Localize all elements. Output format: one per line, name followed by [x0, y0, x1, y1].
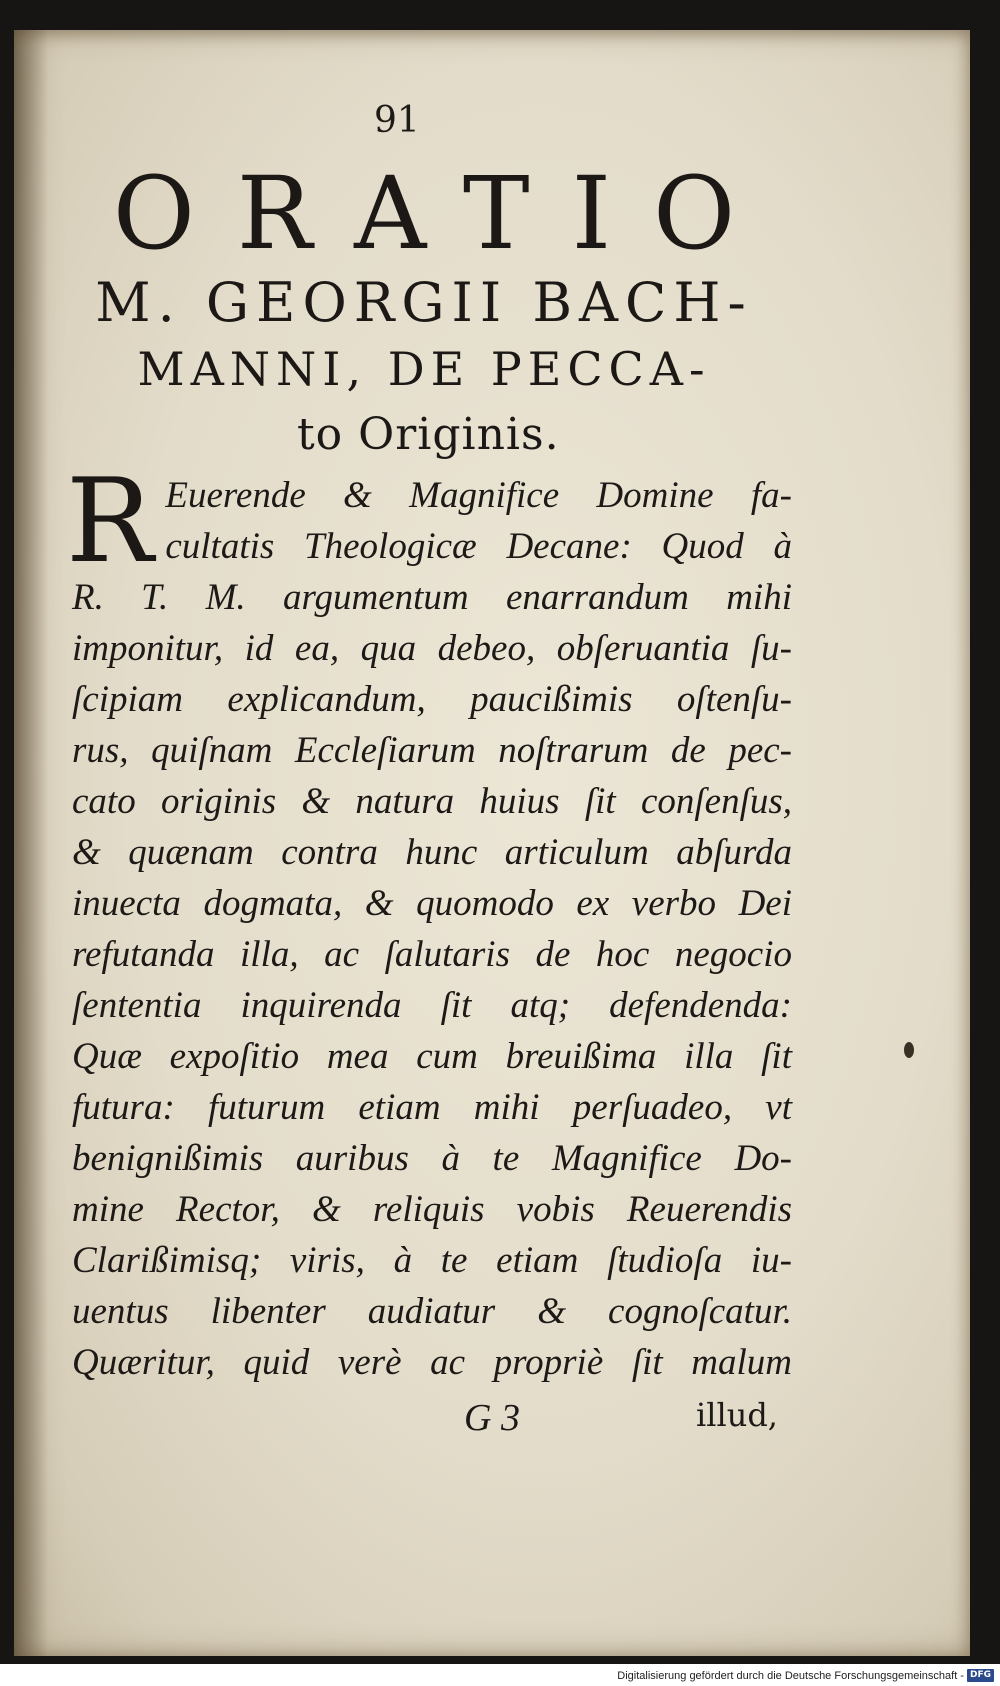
body-line: mine Rector, & reliquis vobis Reuerendis	[72, 1189, 792, 1230]
body-line: R. T. M. argumentum enarrandum mihi	[72, 577, 792, 618]
body-line: cato originis & natura huius ſit conſenſus,	[72, 781, 792, 822]
title-block	[44, 155, 804, 468]
body-text	[66, 454, 792, 1388]
catchword: illud,	[696, 1396, 778, 1434]
digitization-credit	[617, 1669, 994, 1682]
body-line: ſententia inquirenda ſit atq; defendenda:	[72, 985, 792, 1026]
body-line: inuecta dogmata, & quomodo ex verbo Dei	[72, 883, 792, 924]
signature-mark: G 3	[464, 1397, 520, 1439]
drop-cap: R	[66, 454, 154, 589]
ink-spot	[904, 1042, 914, 1058]
body-line: & quænam contra hunc articulum abſurda	[72, 832, 792, 873]
body-line: benignißimis auribus à te Magnifice Do-	[72, 1138, 792, 1179]
title-oratio: ORATIO	[112, 155, 778, 272]
title-line-2: MANNI, DE PECCA-	[137, 342, 711, 396]
body-line: imponitur, id ea, qua debeo, obſeruantia ſu-	[72, 628, 792, 669]
book-page	[14, 30, 970, 1656]
body-line: cultatis Theologicæ Decane: Quod à	[165, 526, 792, 567]
body-line: Quæritur, quid verè ac propriè ſit malum	[72, 1342, 792, 1383]
body-line: refutanda illa, ac ſalutaris de hoc negocio	[72, 934, 792, 975]
page-number: 91	[374, 100, 420, 141]
body-line: futura: futurum etiam mihi perſuadeo, vt	[72, 1087, 792, 1128]
credit-text: Digitalisierung gefördert durch die Deutsche Forschungsgemeinschaft -	[617, 1669, 964, 1682]
dfg-logo-icon: DFG	[967, 1669, 994, 1682]
body-line: Clarißimisq; viris, à te etiam ſtudioſa iu-	[72, 1240, 792, 1281]
title-line-3: to Originis.	[297, 409, 560, 460]
title-line-1: M. GEORGII BACH-	[95, 271, 753, 334]
body-line: Quæ expoſitio mea cum breuißima illa ſit	[72, 1036, 792, 1077]
body-line: ſcipiam explicandum, paucißimis oſtenſu-	[72, 679, 792, 720]
body-line: Euerende & Magnifice Domine fa-	[165, 475, 792, 516]
body-line: uentus libenter audiatur & cognoſcatur.	[72, 1291, 792, 1332]
body-line: rus, quiſnam Eccleſiarum noſtrarum de pec-	[72, 730, 792, 771]
